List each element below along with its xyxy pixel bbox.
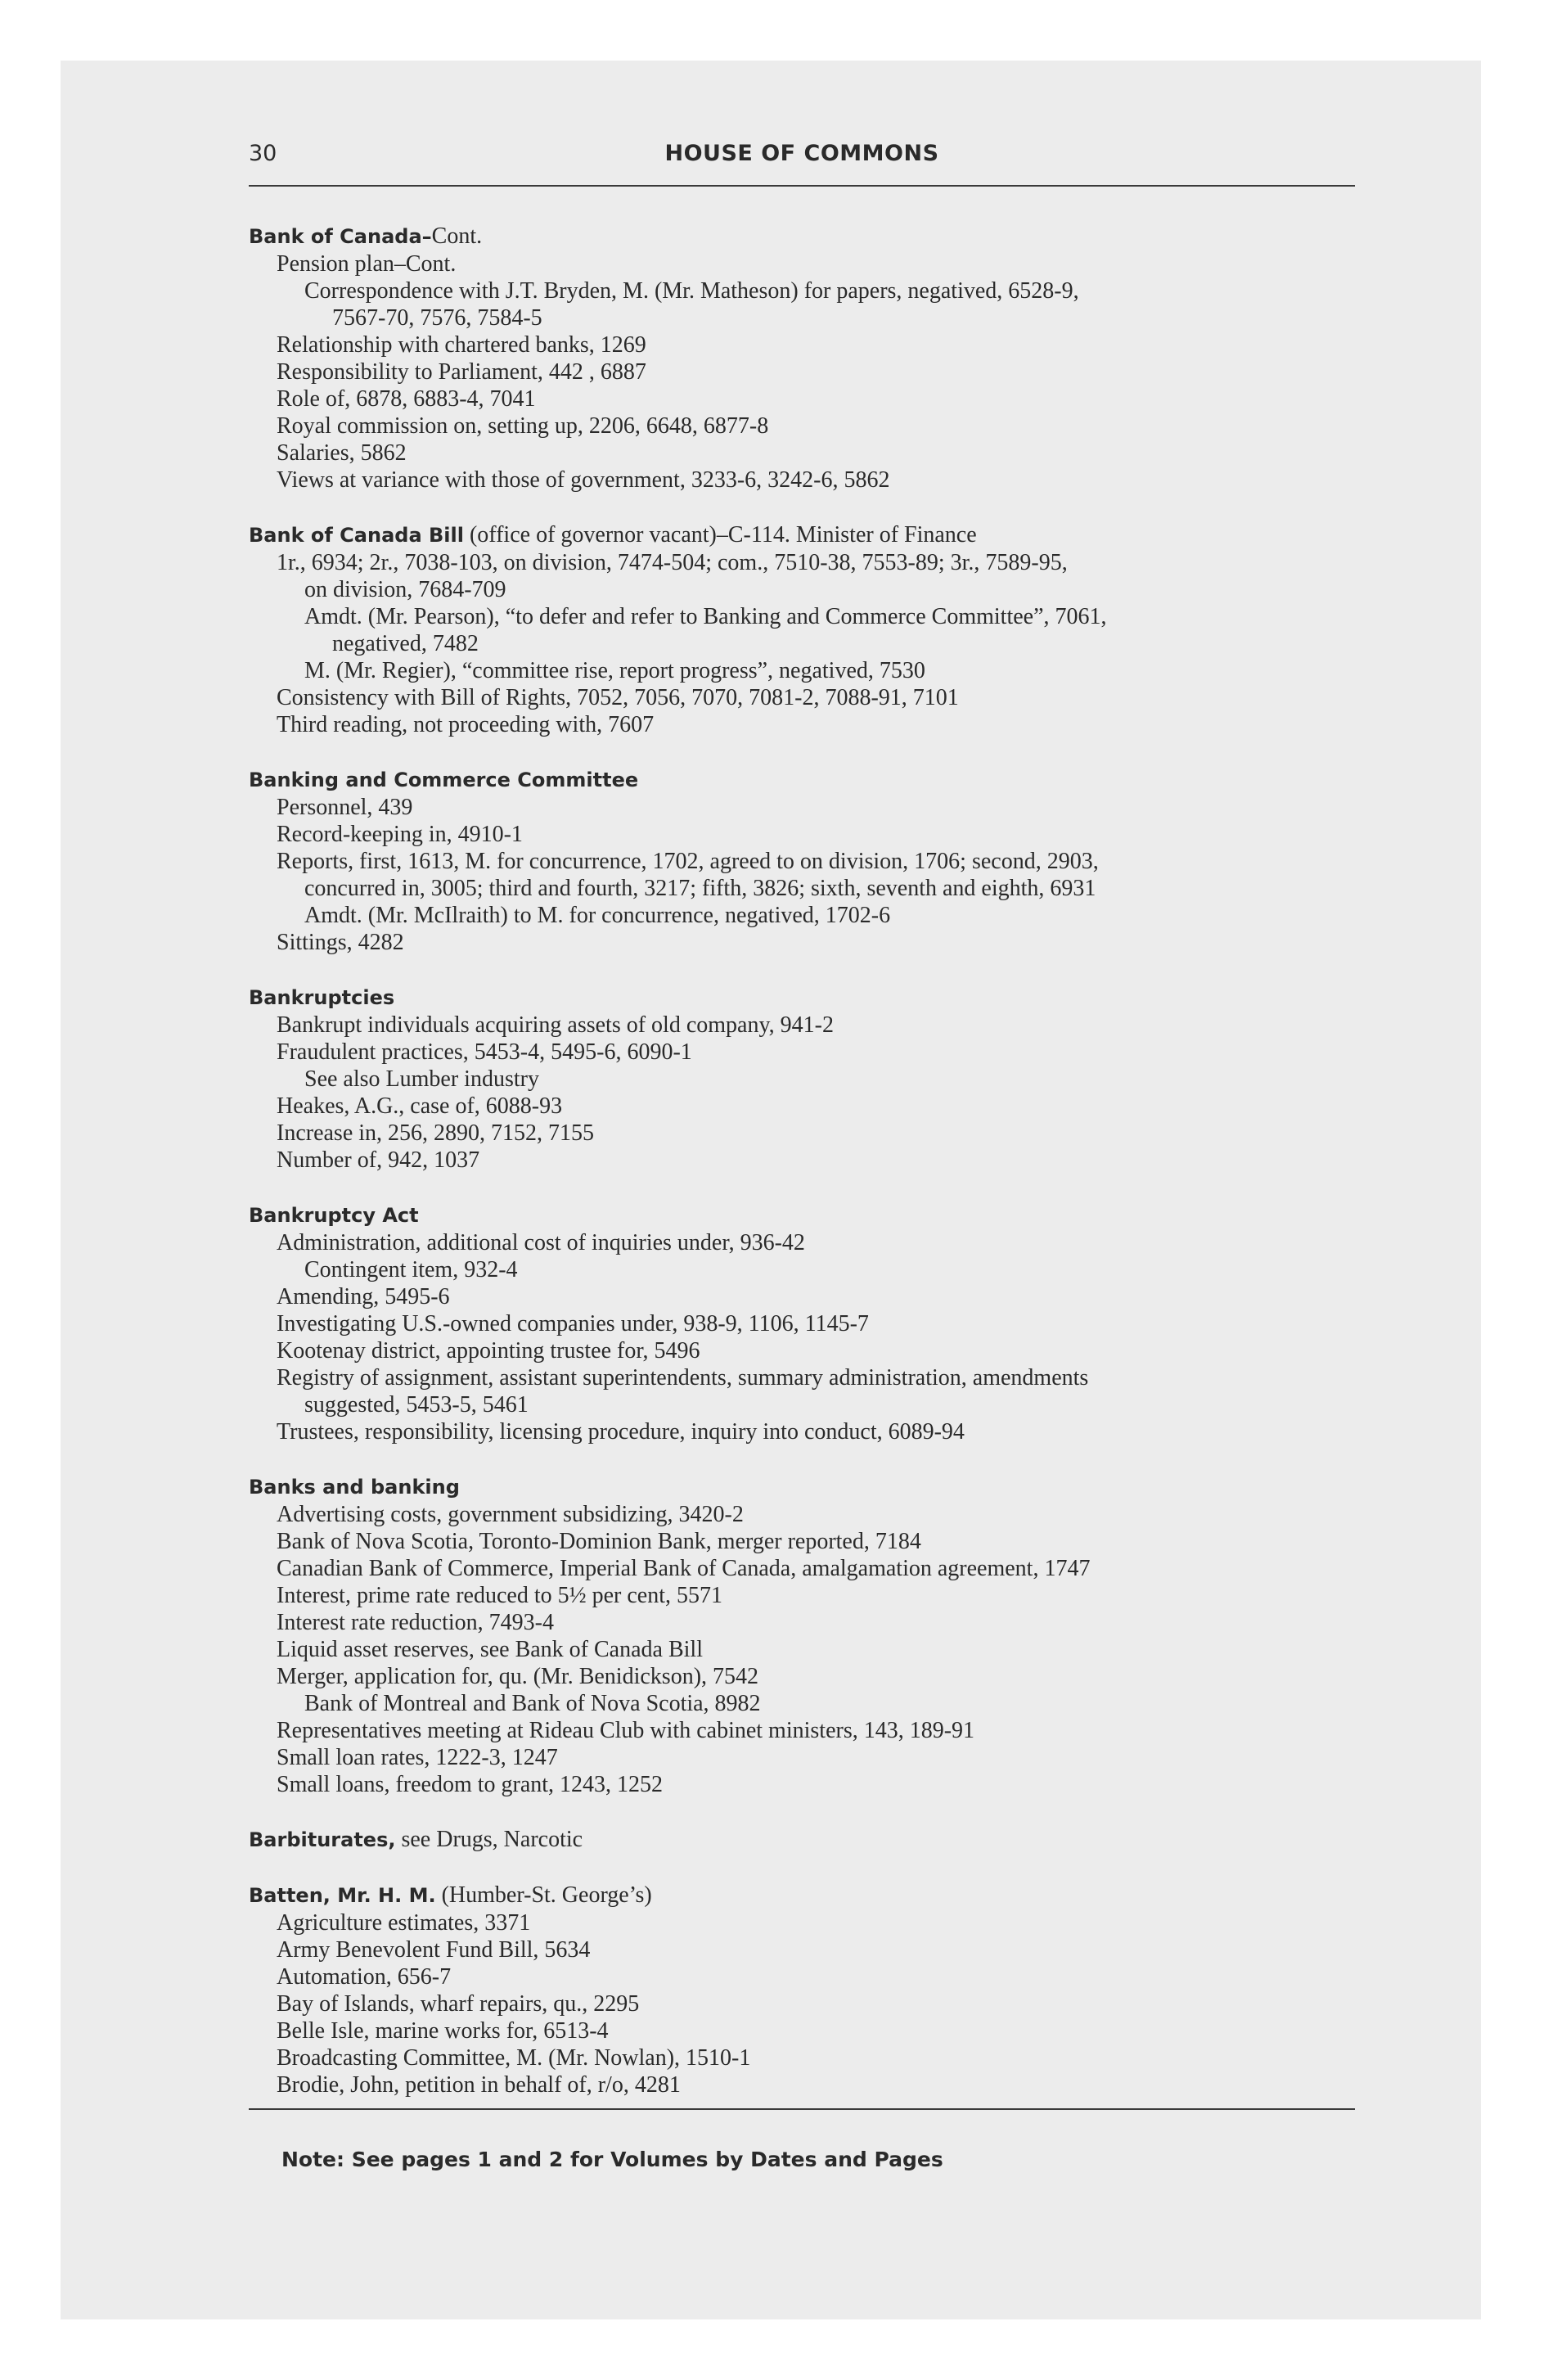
index-subentry: Amdt. (Mr. McIlraith) to M. for concurrence, negatived, 1702-6 <box>304 903 891 928</box>
index-subentry: Small loan rates, 1222-3, 1247 <box>277 1745 558 1770</box>
index-subentry: Bank of Montreal and Bank of Nova Scotia, 8982 <box>304 1691 761 1716</box>
entry-heading <box>249 1826 1394 1854</box>
index-subentry: Responsibility to Parliament, 442 , 6887 <box>277 359 646 385</box>
index-subentry: Kootenay district, appointing trustee for, 5496 <box>277 1338 700 1364</box>
index-subentry: Brodie, John, petition in behalf of, r/o, 4281 <box>277 2072 681 2098</box>
index-subentry: Agriculture estimates, 3371 <box>277 1910 531 1936</box>
index-subentry: Interest rate reduction, 7493-4 <box>277 1610 554 1635</box>
index-subentry: Reports, first, 1613, M. for concurrence, 1702, agreed to on division, 1706; second, 2903, <box>277 849 1099 874</box>
entry-heading-text: Bank of Canada– <box>249 225 432 248</box>
index-subentry: 1r., 6934; 2r., 7038-103, on division, 7474-504; com., 7510-38, 7553-89; 3r., 7589-95, <box>277 550 1068 575</box>
entry-heading <box>249 521 1394 549</box>
index-entry <box>249 766 1394 956</box>
index-subentry: Personnel, 439 <box>277 795 413 820</box>
index-entry <box>249 1473 1394 1798</box>
running-title: HOUSE OF COMMONS <box>664 141 939 166</box>
header-rule <box>249 185 1355 187</box>
entry-heading <box>249 766 1394 794</box>
index-subentry: Pension plan–Cont. <box>277 251 457 277</box>
index-subentry: Amdt. (Mr. Pearson), “to defer and refer to Banking and Commerce Committee”, 7061, <box>304 604 1107 629</box>
index-subentry: Consistency with Bill of Rights, 7052, 7056, 7070, 7081-2, 7088-91, 7101 <box>277 685 959 710</box>
index-entry <box>249 223 1394 494</box>
index-subentry: Heakes, A.G., case of, 6088-93 <box>277 1093 563 1119</box>
entry-heading-qualifier: see Drugs, Narcotic <box>395 1827 583 1852</box>
running-header <box>249 137 1355 180</box>
index-subentry: Advertising costs, government subsidizing, 3420-2 <box>277 1502 744 1527</box>
entry-heading-qualifier: (Humber-St. George’s) <box>435 1882 652 1908</box>
index-subentry: Automation, 656-7 <box>277 1964 452 1990</box>
index-subentry: suggested, 5453-5, 5461 <box>304 1392 529 1418</box>
index-subentry: Army Benevolent Fund Bill, 5634 <box>277 1937 591 1963</box>
page-number: 30 <box>249 141 277 166</box>
index-subentry: Bay of Islands, wharf repairs, qu., 2295 <box>277 1991 640 2017</box>
entry-heading <box>249 1201 1394 1229</box>
index-subentry: Representatives meeting at Rideau Club with cabinet ministers, 143, 189-91 <box>277 1718 975 1743</box>
index-subentry: Increase in, 256, 2890, 7152, 7155 <box>277 1120 595 1146</box>
entry-heading-text: Bankruptcy Act <box>249 1204 419 1227</box>
index-subentry: Interest, prime rate reduced to 5½ per cent, 5571 <box>277 1583 723 1608</box>
index-subentry: Amending, 5495-6 <box>277 1284 450 1309</box>
index-subentry: Third reading, not proceeding with, 7607 <box>277 712 655 737</box>
index-subentry: 7567-70, 7576, 7584-5 <box>332 305 542 331</box>
index-subentry: Number of, 942, 1037 <box>277 1147 480 1173</box>
index-subentry: Correspondence with J.T. Bryden, M. (Mr. Matheson) for papers, negatived, 6528-9, <box>304 278 1079 304</box>
index-subentry: on division, 7684-709 <box>304 577 506 602</box>
footer-rule <box>249 2108 1355 2110</box>
index-entry <box>249 1882 1394 2098</box>
index-subentry: Salaries, 5862 <box>277 440 407 466</box>
index-subentry: Administration, additional cost of inquiries under, 936-42 <box>277 1230 805 1255</box>
index-subentry: See also Lumber industry <box>304 1066 539 1092</box>
index-body <box>249 223 1394 2126</box>
index-subentry: Broadcasting Committee, M. (Mr. Nowlan), 1510-1 <box>277 2045 751 2071</box>
entry-heading <box>249 1882 1394 1909</box>
index-subentry: Role of, 6878, 6883-4, 7041 <box>277 386 536 412</box>
index-subentry: negatived, 7482 <box>332 631 479 656</box>
index-subentry: Small loans, freedom to grant, 1243, 1252 <box>277 1772 664 1797</box>
index-subentry: M. (Mr. Regier), “committee rise, report progress”, negatived, 7530 <box>304 658 925 683</box>
index-subentry: Fraudulent practices, 5453-4, 5495-6, 6090-1 <box>277 1039 692 1065</box>
index-entry <box>249 1826 1394 1854</box>
entry-heading <box>249 984 1394 1012</box>
index-subentry: Bank of Nova Scotia, Toronto-Dominion Bank, merger reported, 7184 <box>277 1529 921 1554</box>
index-subentry: Canadian Bank of Commerce, Imperial Bank of Canada, amalgamation agreement, 1747 <box>277 1556 1091 1581</box>
index-subentry: Belle Isle, marine works for, 6513-4 <box>277 2018 609 2044</box>
index-subentry: Liquid asset reserves, see Bank of Canada Bill <box>277 1637 703 1662</box>
index-subentry: Views at variance with those of government, 3233-6, 3242-6, 5862 <box>277 467 890 493</box>
index-subentry: Merger, application for, qu. (Mr. Benidickson), 7542 <box>277 1664 759 1689</box>
index-subentry: Record-keeping in, 4910-1 <box>277 822 523 847</box>
index-subentry: Royal commission on, setting up, 2206, 6648, 6877-8 <box>277 413 769 439</box>
entry-heading-text: Bankruptcies <box>249 986 395 1009</box>
index-subentry: Contingent item, 932-4 <box>304 1257 518 1282</box>
entry-heading-text: Barbiturates, <box>249 1828 396 1851</box>
entry-heading <box>249 223 1394 250</box>
index-entry <box>249 984 1394 1174</box>
footer-note: Note: See pages 1 and 2 for Volumes by Dates and Pages <box>281 2148 943 2171</box>
entry-heading-text: Batten, Mr. H. M. <box>249 1884 436 1907</box>
entry-heading-qualifier: (office of governor vacant)–C-114. Minister of Finance <box>463 522 977 548</box>
index-subentry: Trustees, responsibility, licensing procedure, inquiry into conduct, 6089-94 <box>277 1419 965 1445</box>
index-entry <box>249 521 1394 738</box>
index-entry <box>249 1201 1394 1445</box>
index-subentry: concurred in, 3005; third and fourth, 3217; fifth, 3826; sixth, seventh and eighth, 6931 <box>304 876 1096 901</box>
entry-heading-text: Banks and banking <box>249 1476 460 1499</box>
entry-heading <box>249 1473 1394 1501</box>
index-subentry: Investigating U.S.-owned companies under, 938-9, 1106, 1145-7 <box>277 1311 869 1336</box>
index-subentry: Registry of assignment, assistant superintendents, summary administration, amendments <box>277 1365 1089 1391</box>
entry-heading-qualifier: Cont. <box>431 223 483 249</box>
index-subentry: Bankrupt individuals acquiring assets of old company, 941-2 <box>277 1012 834 1038</box>
index-subentry: Relationship with chartered banks, 1269 <box>277 332 646 358</box>
entry-heading-text: Bank of Canada Bill <box>249 524 464 547</box>
entry-heading-text: Banking and Commerce Committee <box>249 769 639 791</box>
index-subentry: Sittings, 4282 <box>277 930 404 955</box>
